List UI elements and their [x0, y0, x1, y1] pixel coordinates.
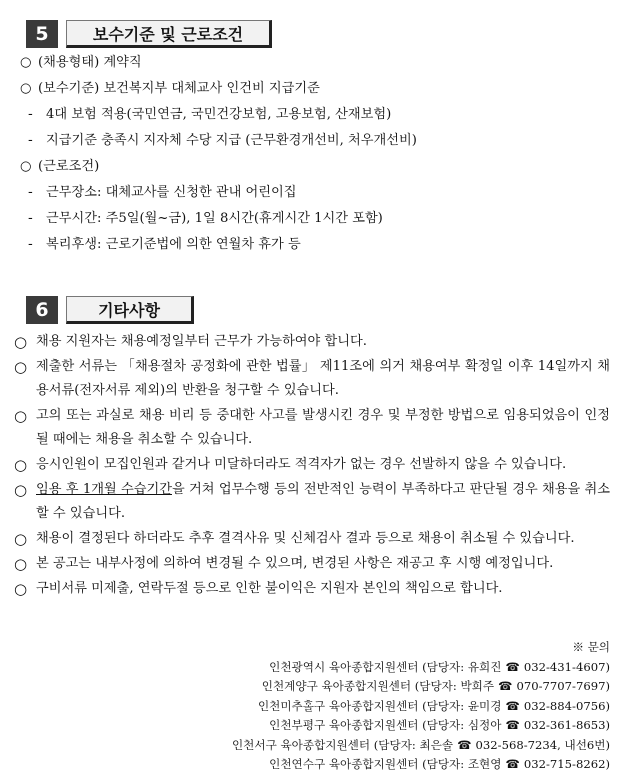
dash-bullet: -: [28, 107, 33, 122]
dash-bullet: -: [28, 185, 33, 200]
underlined-text: 임용 후 1개월 수습기간: [36, 482, 172, 497]
list-item: ○ 채용 지원자는 채용예정일부터 근무가 가능하여야 합니다.: [14, 330, 610, 354]
list-item: ○ (보수기준) 보건복지부 대체교사 인건비 지급기준: [20, 76, 612, 102]
circle-bullet-icon: ○: [14, 456, 28, 474]
contact-row: 인천연수구 육아종합지원센터 (담당자: 조현영 ☎ 032-715-8262): [232, 755, 610, 775]
circle-bullet-icon: ○: [14, 530, 28, 548]
circle-bullet-icon: ○: [14, 555, 28, 573]
telephone-icon: ☎: [505, 718, 520, 732]
dash-bullet: -: [28, 211, 33, 226]
telephone-icon: ☎: [505, 757, 520, 771]
circle-bullet: ○: [20, 55, 32, 70]
circle-bullet-icon: ○: [14, 481, 28, 499]
circle-bullet-icon: ○: [14, 333, 28, 351]
telephone-icon: ☎: [505, 659, 520, 674]
section-title: 보수기준 및 근로조건: [66, 20, 272, 48]
section-5-body: [20, 50, 612, 258]
contact-info: [232, 638, 610, 775]
list-item: ○ 응시인원이 모집인원과 같거나 미달하더라도 적격자가 없는 경우 선발하지 않을 수 있습니다.: [14, 453, 610, 477]
contact-row: 인천서구 육아종합지원센터 (담당자: 최은솔 ☎ 032-568-7234, 내선6번): [232, 736, 610, 756]
section-6-header: [26, 296, 194, 324]
dash-bullet: -: [28, 237, 33, 252]
list-subitem: - 근무장소: 대체교사를 신청한 관내 어린이집: [20, 180, 612, 206]
list-subitem: - 4대 보험 적용(국민연금, 국민건강보험, 고용보험, 산재보험): [20, 102, 612, 128]
circle-bullet-icon: ○: [14, 580, 28, 598]
contact-row: 인천계양구 육아종합지원센터 (담당자: 박희주 ☎ 070-7707-7697): [232, 677, 610, 697]
list-item: ○ 채용이 결정된다 하더라도 추후 결격사유 및 신체검사 결과 등으로 채용이 취소될 수 있습니다.: [14, 527, 610, 551]
section-number: 5: [26, 20, 58, 48]
contact-row: 인천부평구 육아종합지원센터 (담당자: 심정아 ☎ 032-361-8653): [232, 716, 610, 736]
list-subitem: - 근무시간: 주5일(월~금), 1일 8시간(휴게시간 1시간 포함): [20, 206, 612, 232]
telephone-icon: ☎: [505, 698, 520, 713]
circle-bullet: ○: [20, 81, 32, 96]
section-6-body: [14, 330, 610, 602]
section-title: 기타사항: [66, 296, 194, 324]
section-5-header: [26, 20, 272, 48]
list-subitem: - 복리후생: 근로기준법에 의한 연월차 휴가 등: [20, 232, 612, 258]
list-item: ○ 본 공고는 내부사정에 의하여 변경될 수 있으며, 변경된 사항은 재공고 후 시행 예정입니다.: [14, 552, 610, 576]
contact-row: 인천광역시 육아종합지원센터 (담당자: 유희진 ☎ 032-431-4607): [232, 658, 610, 678]
list-item: ○ 고의 또는 과실로 채용 비리 등 중대한 사고를 발생시킨 경우 및 부정한 방법으로 임용되었음이 인정될 때에는 채용을 취소할 수 있습니다.: [14, 404, 610, 452]
list-item: ○ (채용형태) 계약직: [20, 50, 612, 76]
list-item: ○ 구비서류 미제출, 연락두절 등으로 인한 불이익은 지원자 본인의 책임으로 합니다.: [14, 577, 610, 601]
telephone-icon: ☎: [457, 737, 472, 752]
section-number: 6: [26, 296, 58, 324]
contact-row: 인천미추홀구 육아종합지원센터 (담당자: 윤미경 ☎ 032-884-0756): [232, 697, 610, 717]
list-item: ○ 제출한 서류는 「채용절차 공정화에 관한 법률」 제11조에 의거 채용여부 확정일 이후 14일까지 채용서류(전자서류 제외)의 반환을 청구할 수 있습니다.: [14, 355, 610, 403]
contact-heading: ※ 문의: [572, 640, 610, 654]
telephone-icon: ☎: [498, 679, 513, 693]
dash-bullet: -: [28, 133, 33, 148]
list-subitem: - 지급기준 충족시 지자체 수당 지급 (근무환경개선비, 처우개선비): [20, 128, 612, 154]
list-item: ○ 임용 후 1개월 수습기간을 거쳐 업무수행 등의 전반적인 능력이 부족하다고 판단될 경우 채용을 취소할 수 있습니다.: [14, 478, 610, 526]
circle-bullet-icon: ○: [14, 407, 28, 425]
circle-bullet: ○: [20, 159, 32, 174]
circle-bullet-icon: ○: [14, 358, 28, 376]
list-item: ○ (근로조건): [20, 154, 612, 180]
